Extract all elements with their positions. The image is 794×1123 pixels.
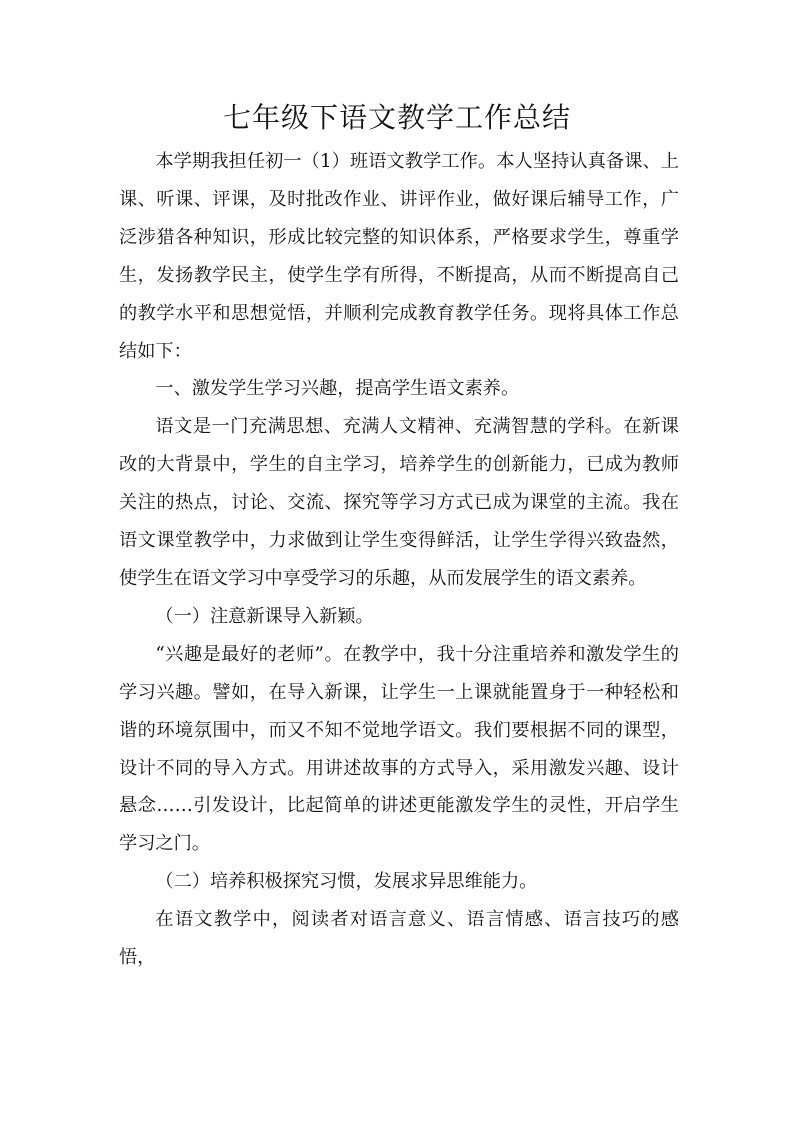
subsection-heading-1: （一）注意新课导入新颖。 [155,605,374,627]
document-title: 七年级下语文教学工作总结 [222,101,571,134]
document-body [119,143,679,977]
intro-paragraph: 本学期我担任初一（1）班语文教学工作。本人坚持认真备课、上课、听课、评课，及时批改作业、讲评作业，做好课后辅导工作，广泛涉猎各种知识，形成比较完整的知识体系，严格要求学生，尊重学生，发扬教学民主，使学生学有所得，不断提高，从而不断提高自己的教学水平和思想觉悟，并顺利完成教育教学任务。现将具体工作总结如下： [119,151,679,362]
subsection-heading-2: （二）培养积极探究习惯，发展求异思维能力。 [155,871,538,893]
subsection-paragraph-2: 在语文教学中，阅读者对语言意义、语言情感、语言技巧的感悟， [119,909,679,969]
section-paragraph-1: 语文是一门充满思想、充满人文精神、充满智慧的学科。在新课改的大背景中，学生的自主学习，培养学生的创新能力，已成为教师关注的热点，讨论、交流、探究等学习方式已成为课堂的主流。我在语文课堂教学中，力求做到让学生变得鲜活，让学生学得兴致盎然，使学生在语文学习中享受学习的乐趣，从而发展学生的语文素养。 [119,416,679,589]
section-heading-1: 一、激发学生学习兴趣，提高学生语文素养。 [155,378,520,400]
subsection-paragraph-1: “兴趣是最好的老师”。在教学中，我十分注重培养和激发学生的学习兴趣。譬如，在导入新课，让学生一上课就能置身于一种轻松和谐的环境氛围中，而又不知不觉地学语文。我们要根据不同的课型，设计不同的导入方式。用讲述故事的方式导入，采用激发兴趣、设计悬念……引发设计，比起简单的讲述更能激发学生的灵性，开启学生学习之门。 [119,643,679,855]
